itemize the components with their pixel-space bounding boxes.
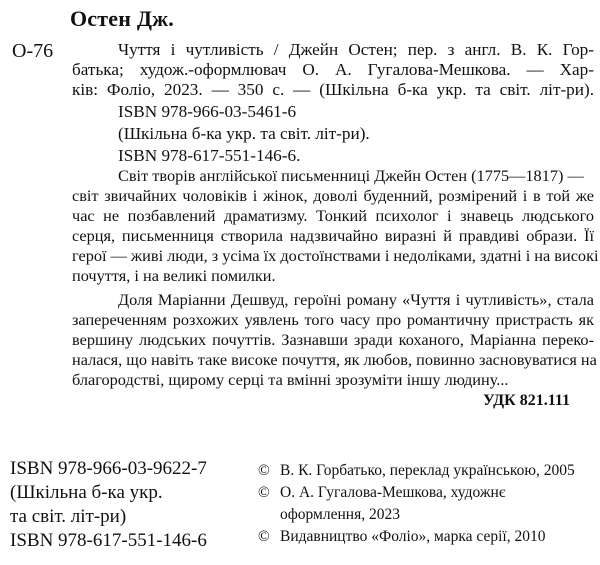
udk-code: УДК 821.111 (483, 392, 570, 409)
annotation-p2-line-5: благородстві, щирому серці та вмінні зрозуміти іншу людину... (72, 370, 509, 389)
annotation-p2-line-3: вершину людських почуттів. Зазнавши зради коханого, Маріанна переко- (72, 330, 594, 349)
copyright-line-3 (258, 528, 546, 546)
copyright-text-1: В. К. Горбатько, переклад українською, 2005 (280, 462, 575, 479)
description-line-1: Чуття і чутливість / Джейн Остен; пер. з англ. В. К. Гор- (118, 40, 594, 59)
copyright-line-2-cont: оформлення, 2023 (280, 506, 400, 523)
annotation-p2-line-1: Доля Маріанни Дешвуд, героїні роману «Чуття і чутливість», стала (118, 290, 594, 309)
copyright-line-2 (258, 484, 506, 502)
isbn-line-2: ISBN 978-617-551-146-6. (118, 146, 301, 165)
copyright-icon: © (258, 484, 270, 501)
author-heading: Остен Дж. (70, 6, 175, 31)
annotation-p1-line-6: почуття, і на великі помилки. (72, 266, 276, 285)
annotation-p1-line-4: серця, письменниця створила надзвичайно виразні й правдиві образи. Її (72, 226, 594, 245)
annotation-p1-line-1: Світ творів англійської письменниці Джейн Остен (1775—1817) — (118, 166, 584, 185)
footer-isbn-series-2: та світ. літ-ри) (10, 506, 127, 527)
description-line-2: батька; худож.-оформлювач О. А. Гугалова-Мешкова. — Хар- (72, 60, 594, 79)
copyright-text-2: О. А. Гугалова-Мешкова, художнє (280, 484, 506, 501)
annotation-p1-line-2: світ звичайних чоловіків і жінок, доволі буденний, розмірений і в той же (72, 186, 594, 205)
isbn-series-line: (Шкільна б-ка укр. та світ. літ-ри). (118, 124, 370, 143)
isbn-line-1: ISBN 978-966-03-5461-6 (118, 102, 297, 121)
copyright-text-3: Видавництво «Фоліо», марка серії, 2010 (280, 528, 546, 545)
description-line-3: ків: Фоліо, 2023. — 350 с. — (Шкільна б-ка укр. та світ. літ-ри). (72, 80, 594, 99)
footer-isbn-series-1: (Шкільна б-ка укр. (10, 482, 163, 503)
annotation-p1-line-5: герої — живі люди, з усіма їх достоїнствами і недоліками, здатні і на високі (72, 246, 599, 265)
annotation-p1-line-3: час не позбавлений драматизму. Тонкий психолог і знавець людського (72, 206, 594, 225)
annotation-p2-line-2: запереченням розхожих уявлень того часу про романтичну пристрасть як (72, 310, 594, 329)
copyright-icon: © (258, 462, 270, 479)
copyright-line-1 (258, 462, 575, 480)
footer-isbn-1: ISBN 978-966-03-9622-7 (10, 458, 207, 479)
annotation-p2-line-4: налася, що навіть таке високе почуття, як любов, повинно засновуватися на (72, 350, 597, 369)
footer-isbn-2: ISBN 978-617-551-146-6 (10, 530, 207, 551)
copyright-icon: © (258, 528, 270, 545)
classification-code: О-76 (12, 40, 54, 62)
